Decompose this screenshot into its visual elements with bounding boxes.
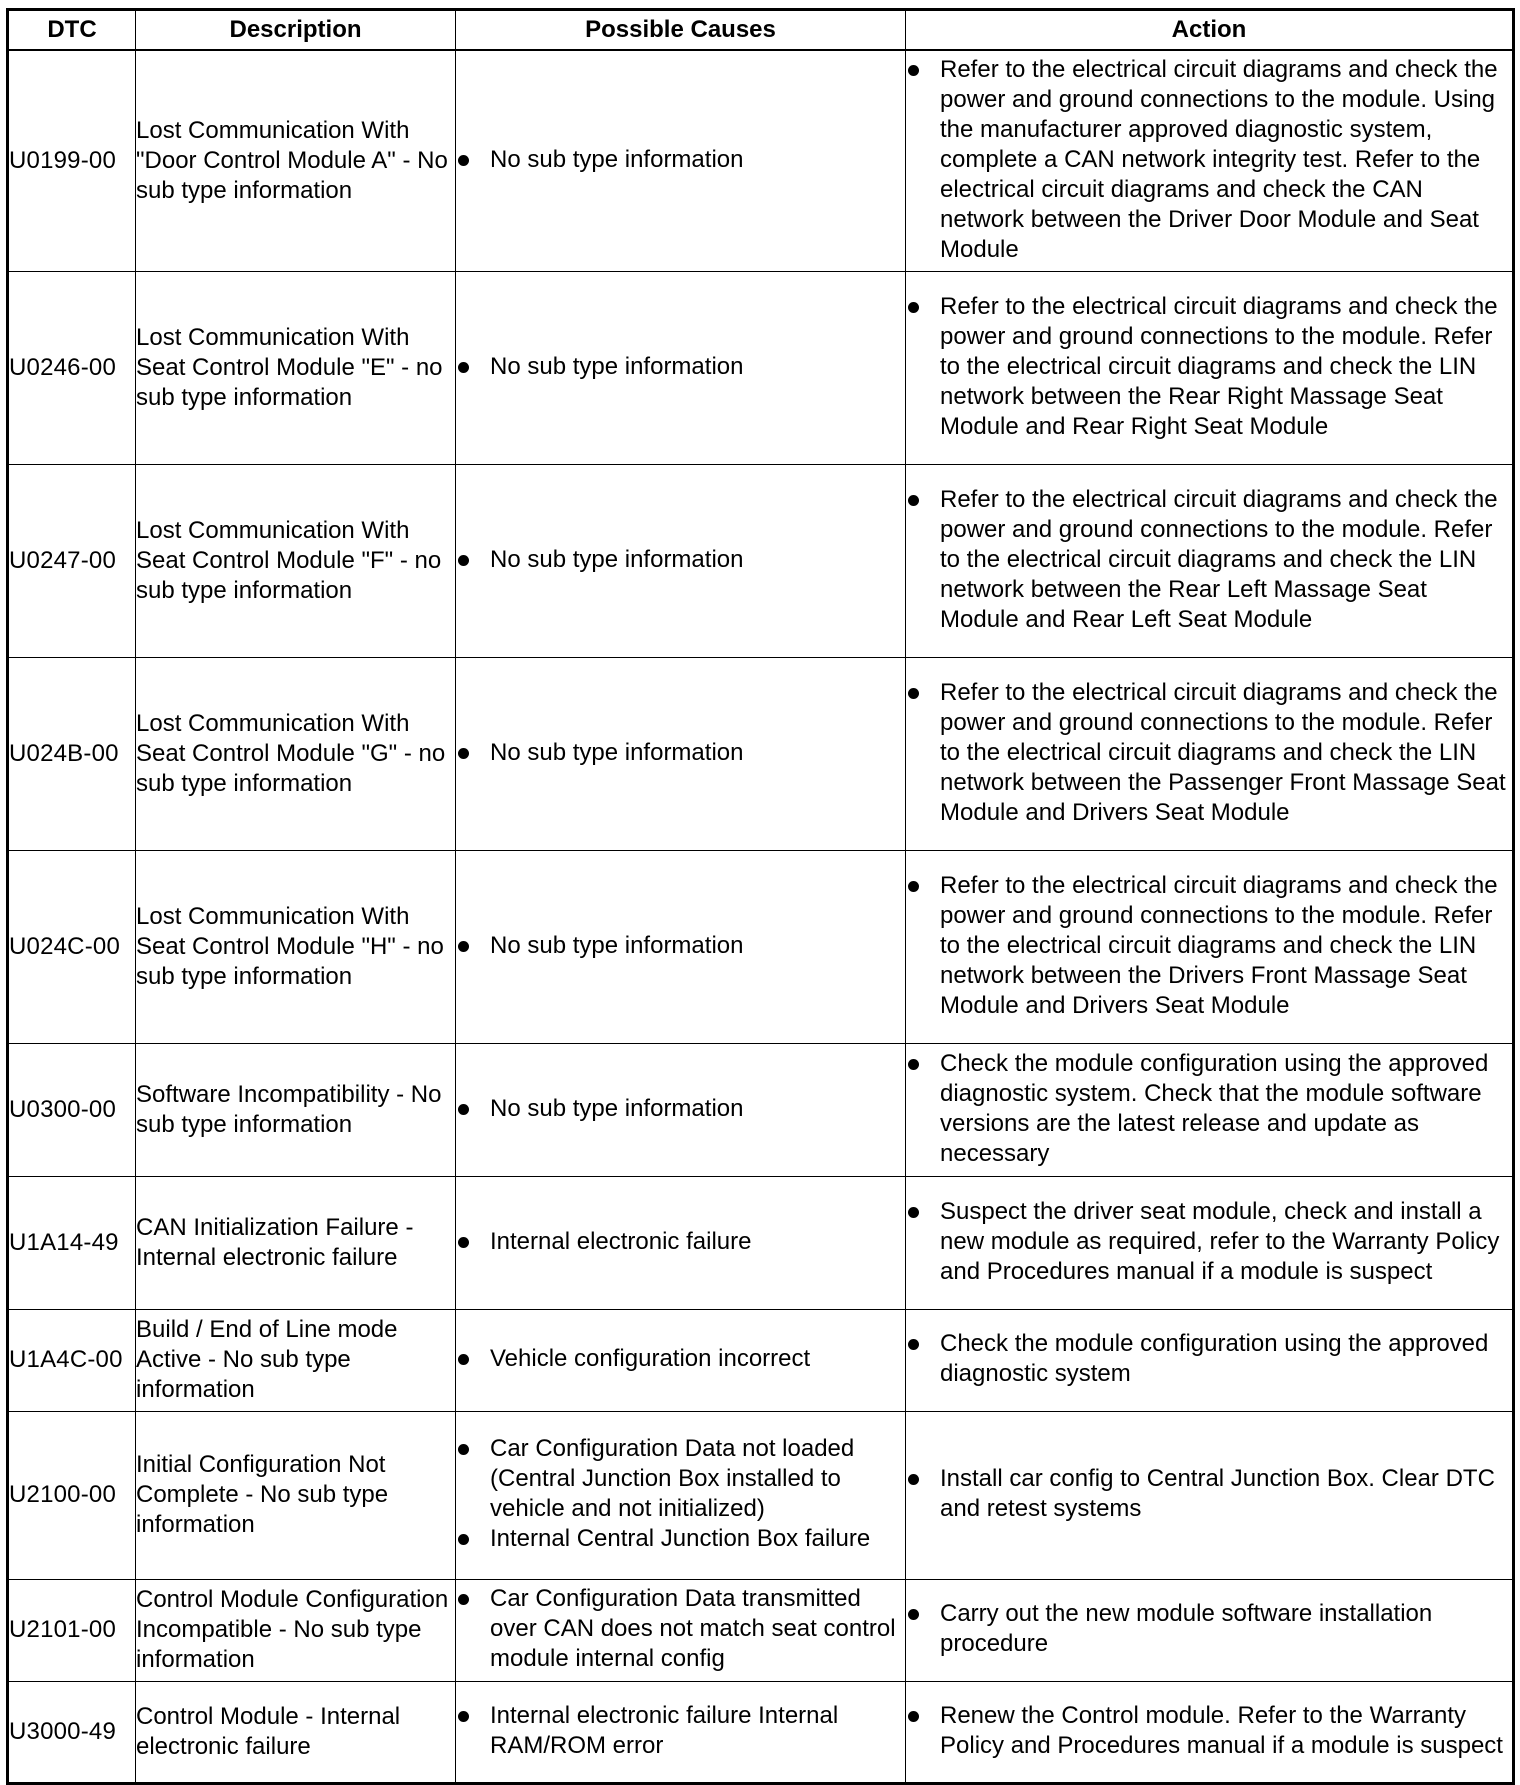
- action-cell: [906, 850, 1514, 1043]
- table-row: [8, 50, 1514, 271]
- table-row: [8, 1579, 1514, 1681]
- cause-item: No sub type information: [456, 1094, 905, 1124]
- dtc-code: U0246-00: [8, 271, 136, 464]
- table-row: [8, 271, 1514, 464]
- dtc-table: [6, 8, 1515, 1785]
- action-cell: [906, 50, 1514, 271]
- possible-causes-cell: [456, 1411, 906, 1579]
- table-row: [8, 850, 1514, 1043]
- possible-causes-cell: [456, 1309, 906, 1411]
- dtc-table-container: [6, 8, 1515, 1785]
- possible-causes-cell: [456, 464, 906, 657]
- dtc-code: U1A14-49: [8, 1176, 136, 1309]
- action-cell: [906, 464, 1514, 657]
- action-item: Check the module configuration using the approved diagnostic system: [906, 1329, 1512, 1389]
- action-item: Refer to the electrical circuit diagrams and check the power and ground connections to the module. Refer to the electrical circuit diagrams and check the LIN network between the Rear Left Massage Seat Module and Rear Left Seat Module: [906, 485, 1512, 635]
- action-cell: [906, 1176, 1514, 1309]
- action-item: Renew the Control module. Refer to the Warranty Policy and Procedures manual if a module is suspect: [906, 1701, 1512, 1761]
- table-row: [8, 464, 1514, 657]
- action-item: Refer to the electrical circuit diagrams and check the power and ground connections to the module. Refer to the electrical circuit diagrams and check the LIN network between the Passenger Front Massage Seat Module and Drivers Seat Module: [906, 678, 1512, 828]
- cause-item: Internal electronic failure: [456, 1227, 905, 1257]
- header-possible-causes: Possible Causes: [456, 10, 906, 51]
- header-row: [8, 10, 1514, 51]
- action-cell: [906, 271, 1514, 464]
- possible-causes-cell: [456, 850, 906, 1043]
- action-cell: [906, 1309, 1514, 1411]
- dtc-description: CAN Initialization Failure - Internal electronic failure: [136, 1176, 456, 1309]
- cause-item: No sub type information: [456, 545, 905, 575]
- dtc-description: Control Module Configuration Incompatible - No sub type information: [136, 1579, 456, 1681]
- dtc-code: U2101-00: [8, 1579, 136, 1681]
- table-row: [8, 657, 1514, 850]
- cause-item: No sub type information: [456, 352, 905, 382]
- dtc-code: U024B-00: [8, 657, 136, 850]
- action-cell: [906, 657, 1514, 850]
- header-dtc: DTC: [8, 10, 136, 51]
- dtc-description: Lost Communication With "Door Control Module A" - No sub type information: [136, 50, 456, 271]
- dtc-description: Software Incompatibility - No sub type information: [136, 1043, 456, 1176]
- action-cell: [906, 1043, 1514, 1176]
- dtc-description: Lost Communication With Seat Control Module "H" - no sub type information: [136, 850, 456, 1043]
- cause-item: No sub type information: [456, 931, 905, 961]
- action-item: Carry out the new module software installation procedure: [906, 1599, 1512, 1659]
- cause-item: Vehicle configuration incorrect: [456, 1344, 905, 1374]
- possible-causes-cell: [456, 1043, 906, 1176]
- table-row: [8, 1176, 1514, 1309]
- dtc-description: Control Module - Internal electronic failure: [136, 1681, 456, 1783]
- table-row: [8, 1411, 1514, 1579]
- possible-causes-cell: [456, 1176, 906, 1309]
- action-cell: [906, 1579, 1514, 1681]
- action-item: Refer to the electrical circuit diagrams and check the power and ground connections to the module. Refer to the electrical circuit diagrams and check the LIN network between the Drivers Front Massage Seat Module and Drivers Seat Module: [906, 871, 1512, 1021]
- dtc-code: U2100-00: [8, 1411, 136, 1579]
- action-item: Refer to the electrical circuit diagrams and check the power and ground connections to the module. Refer to the electrical circuit diagrams and check the LIN network between the Rear Right Massage Seat Module and Rear Right Seat Module: [906, 292, 1512, 442]
- dtc-description: Initial Configuration Not Complete - No sub type information: [136, 1411, 456, 1579]
- action-item: Check the module configuration using the approved diagnostic system. Check that the module software versions are the latest release and update as necessary: [906, 1049, 1512, 1169]
- dtc-description: Lost Communication With Seat Control Module "G" - no sub type information: [136, 657, 456, 850]
- cause-item: No sub type information: [456, 145, 905, 175]
- dtc-code: U1A4C-00: [8, 1309, 136, 1411]
- cause-item: No sub type information: [456, 738, 905, 768]
- cause-item: Car Configuration Data transmitted over CAN does not match seat control module internal config: [456, 1584, 905, 1674]
- table-row: [8, 1681, 1514, 1783]
- header-action: Action: [906, 10, 1514, 51]
- dtc-code: U3000-49: [8, 1681, 136, 1783]
- action-cell: [906, 1411, 1514, 1579]
- dtc-code: U0247-00: [8, 464, 136, 657]
- table-row: [8, 1309, 1514, 1411]
- dtc-description: Lost Communication With Seat Control Module "F" - no sub type information: [136, 464, 456, 657]
- table-row: [8, 1043, 1514, 1176]
- cause-item: Internal electronic failure Internal RAM/ROM error: [456, 1701, 905, 1761]
- dtc-code: U0199-00: [8, 50, 136, 271]
- possible-causes-cell: [456, 50, 906, 271]
- cause-item: Internal Central Junction Box failure: [456, 1524, 905, 1554]
- action-cell: [906, 1681, 1514, 1783]
- possible-causes-cell: [456, 1681, 906, 1783]
- action-item: Install car config to Central Junction Box. Clear DTC and retest systems: [906, 1464, 1512, 1524]
- dtc-code: U024C-00: [8, 850, 136, 1043]
- possible-causes-cell: [456, 657, 906, 850]
- action-item: Refer to the electrical circuit diagrams and check the power and ground connections to the module. Using the manufacturer approved diagnostic system, complete a CAN network integrity test. Refer to the electrical circuit diagrams and check the CAN network between the Driver Door Module and Seat Module: [906, 55, 1512, 265]
- cause-item: Car Configuration Data not loaded (Central Junction Box installed to vehicle and not initialized): [456, 1434, 905, 1524]
- possible-causes-cell: [456, 271, 906, 464]
- dtc-code: U0300-00: [8, 1043, 136, 1176]
- dtc-description: Lost Communication With Seat Control Module "E" - no sub type information: [136, 271, 456, 464]
- dtc-description: Build / End of Line mode Active - No sub type information: [136, 1309, 456, 1411]
- possible-causes-cell: [456, 1579, 906, 1681]
- action-item: Suspect the driver seat module, check and install a new module as required, refer to the Warranty Policy and Procedures manual if a module is suspect: [906, 1197, 1512, 1287]
- header-description: Description: [136, 10, 456, 51]
